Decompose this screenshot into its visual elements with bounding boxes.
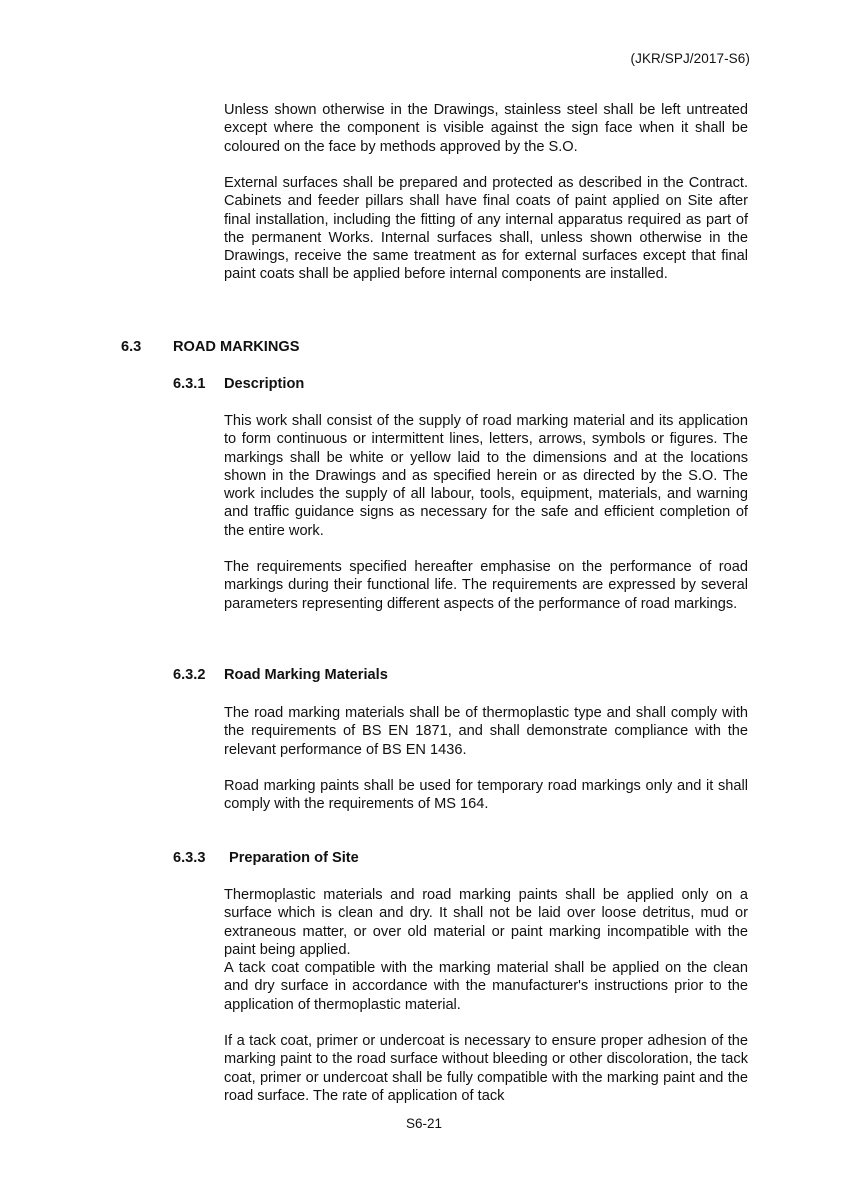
subsection-number-6-3-3: 6.3.3 xyxy=(173,850,206,866)
subsection-title-description: Description xyxy=(224,376,305,392)
preparation-paragraph-3: If a tack coat, primer or undercoat is necessary to ensure proper adhesion of the marking paint to the road surface without bleeding or other discoloration, the tack coat, primer or undercoat shall be fully compatible with the marking paint and the road surface. The rate of application of tack xyxy=(224,1033,748,1104)
section-number: 6.3 xyxy=(121,339,142,355)
document-reference: (JKR/SPJ/2017-S6) xyxy=(630,51,750,66)
description-paragraph-1: This work shall consist of the supply of road marking material and its application to form continuous or intermittent lines, letters, arrows, symbols or figures. The markings shall be white or yellow laid to the dimensions and at the locations shown in the Drawings and as specified herein or as directed by the S.O. The work includes the supply of all labour, tools, equipment, materials, and warning and traffic guidance signs as necessary for the safe and efficient completion of the entire work. xyxy=(224,413,748,539)
description-paragraph-2: The requirements specified hereafter emphasise on the performance of road markings during their functional life. The requirements are expressed by several parameters representing different aspects of the performance of road markings. xyxy=(224,559,748,612)
preparation-paragraph-1: Thermoplastic materials and road marking paints shall be applied only on a surface which is clean and dry. It shall not be laid over loose detritus, mud or extraneous matter, or over old material or paint marking incompatible with the paint being applied. xyxy=(224,887,748,958)
intro-paragraph-1: Unless shown otherwise in the Drawings, stainless steel shall be left untreated except where the component is visible against the sign face when it shall be coloured on the face by methods approved by the S.O. xyxy=(224,102,748,155)
intro-paragraph-2: External surfaces shall be prepared and protected as described in the Contract. Cabinets and feeder pillars shall have final coats of paint applied on Site after final installation, including the fitting of any internal apparatus required as part of the permanent Works. Internal surfaces shall, unless shown otherwise in the Drawings, receive the same treatment as for external surfaces except that final paint coats shall be applied before internal components are installed. xyxy=(224,175,748,283)
preparation-paragraph-2: A tack coat compatible with the marking material shall be applied on the clean and dry surface in accordance with the manufacturer's instructions prior to the application of thermoplastic material. xyxy=(224,960,748,1013)
subsection-number-6-3-2: 6.3.2 xyxy=(173,667,206,683)
materials-paragraph-1: The road marking materials shall be of thermoplastic type and shall comply with the requirements of BS EN 1871, and shall demonstrate compliance with the relevant performance of BS EN 1436. xyxy=(224,705,748,758)
section-title: ROAD MARKINGS xyxy=(173,339,300,355)
subsection-title-road-marking-materials: Road Marking Materials xyxy=(224,667,388,683)
subsection-number-6-3-1: 6.3.1 xyxy=(173,376,206,392)
subsection-title-preparation-of-site: Preparation of Site xyxy=(229,850,359,866)
materials-paragraph-2: Road marking paints shall be used for temporary road markings only and it shall comply with the requirements of MS 164. xyxy=(224,778,748,813)
page-number: S6-21 xyxy=(405,1116,443,1131)
